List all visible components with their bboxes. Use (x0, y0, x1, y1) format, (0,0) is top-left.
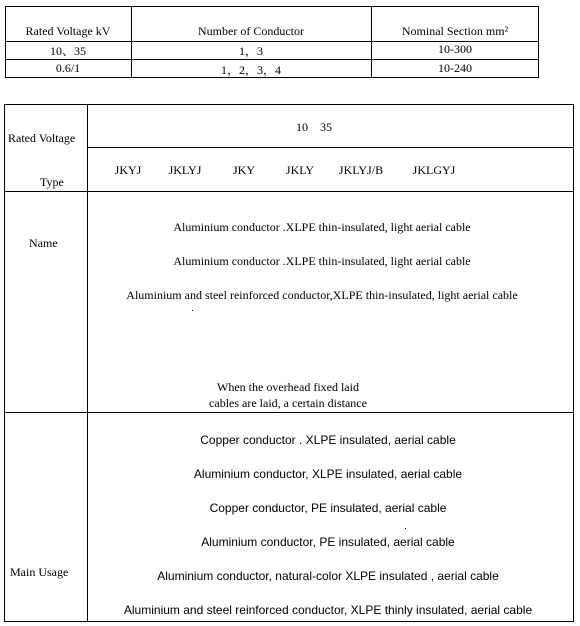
table-border (4, 621, 574, 622)
table-cell: 10、35 (49, 44, 87, 58)
usage-line: Copper conductor, PE insulated, aerial cable (209, 501, 447, 515)
table-divider (87, 147, 574, 148)
name-note: When the overhead fixed laid (217, 380, 359, 394)
table-border (5, 6, 6, 78)
usage-line: Aluminium conductor, PE insulated, aerial cable (201, 535, 455, 549)
type-code: JKY (232, 163, 256, 177)
table-cell: 1，3 (238, 44, 264, 58)
table-divider (87, 104, 88, 622)
table-cell: 10-240 (438, 61, 472, 75)
table-cell: 1，2，3，4 (220, 63, 282, 77)
usage-line: Aluminium and steel reinforced conductor, XLPE thinly insulated, aerial cable (123, 603, 533, 617)
header-rated-voltage: Rated Voltage kV (25, 24, 111, 38)
table-divider (4, 412, 574, 413)
usage-line: Copper conductor . XLPE insulated, aerial cable (200, 433, 456, 447)
type-code: JKLYJ/B (338, 163, 384, 177)
table-divider (371, 6, 372, 78)
stray-dot (405, 528, 406, 529)
table-border (4, 104, 574, 105)
label-rated-voltage: Rated Voltage (8, 131, 76, 145)
label-main-usage: Main Usage (10, 565, 69, 579)
type-code: JKLGYJ (412, 163, 456, 177)
type-code: JKLYJ (168, 163, 202, 177)
table-border (5, 6, 539, 7)
type-code: JKYJ (114, 163, 142, 177)
type-code: JKLY (285, 163, 315, 177)
name-line: Aluminium conductor .XLPE thin-insulated, light aerial cable (173, 220, 471, 234)
label-type: Type (40, 175, 64, 189)
stray-dot (192, 310, 193, 311)
table-cell: 0.6/1 (55, 61, 81, 75)
usage-line: Aluminium conductor, natural-color XLPE insulated , aerial cable (157, 569, 499, 583)
table-divider (4, 191, 574, 192)
table-border (538, 6, 539, 78)
usage-line: Aluminium conductor, XLPE insulated, aerial cable (193, 467, 463, 481)
table-divider (131, 6, 132, 78)
label-name: Name (29, 236, 58, 250)
table-divider (5, 59, 539, 60)
header-nominal-section: Nominal Section mm² (401, 24, 509, 38)
name-line: Aluminium and steel reinforced conductor,XLPE thin-insulated, light aerial cable (126, 288, 518, 302)
table-cell: 10-300 (438, 42, 472, 56)
table-border (573, 104, 574, 622)
table-border (4, 104, 5, 622)
name-line: Aluminium conductor .XLPE thin-insulated, light aerial cable (173, 254, 471, 268)
header-number-of-conductor: Number of Conductor (198, 24, 304, 38)
rated-voltage-value: 10 35 (296, 120, 332, 134)
name-note: cables are laid, a certain distance (209, 396, 367, 410)
